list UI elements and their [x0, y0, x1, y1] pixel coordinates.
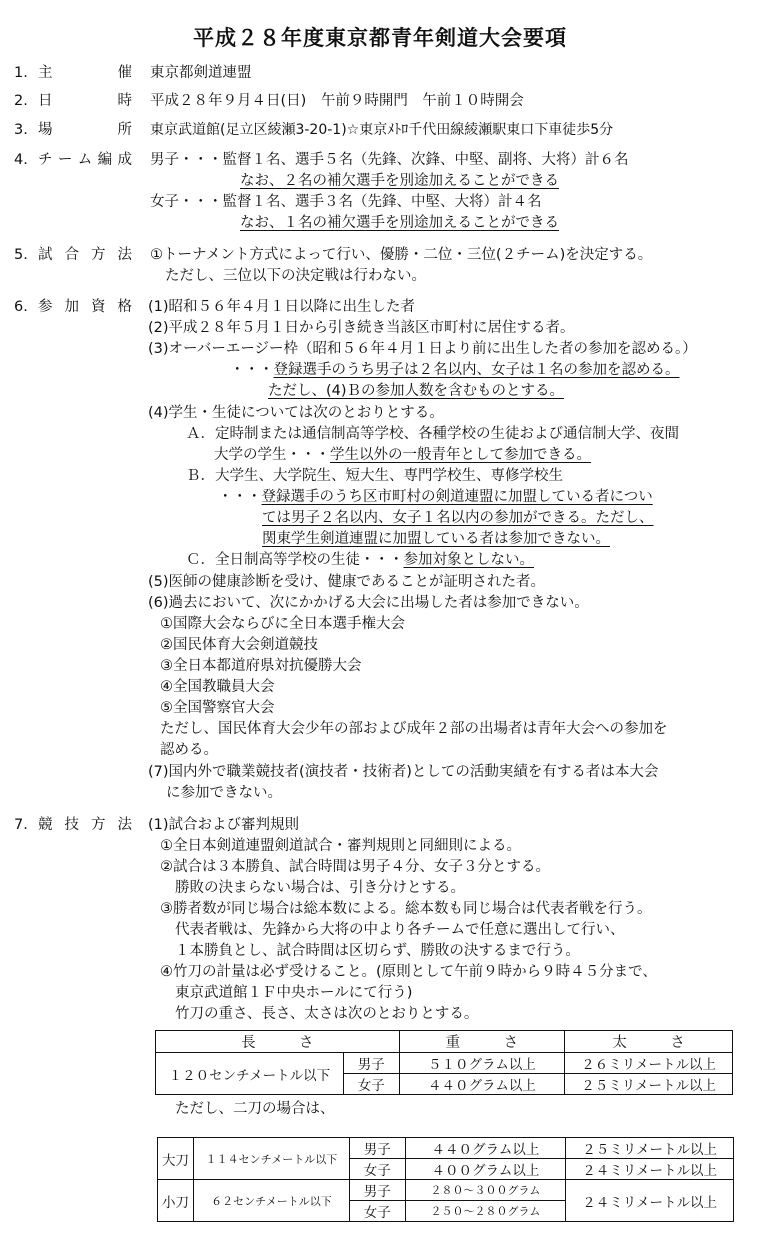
weight-cell: ４４０グラム以上 [405, 1138, 566, 1159]
excluded-tournament: ③全日本都道府県対抗優勝大会 [160, 658, 362, 674]
section-label-team: チ ー ム 編 成 [38, 152, 132, 168]
nitou-spec-table [157, 1137, 734, 1222]
rules-item-cont: 竹刀の重さ、長さ、太さは次のとおりとする。 [175, 1006, 479, 1022]
eligibility-4b-line2: ・・・登録選手のうち区市町村の剣道連盟に加盟している者につい [218, 489, 653, 505]
rules-item-cont: １本勝負とし、試合時間は区切らず、勝敗の決するまで行う。 [175, 943, 580, 959]
weight-cell: ４４０グラム以上 [399, 1074, 565, 1095]
table-row [156, 1053, 733, 1074]
table-row [158, 1138, 734, 1159]
eligibility-2: (2)平成２８年５月１日から引き続き当該区市町村に居住する者。 [148, 320, 575, 336]
eligibility-3b: ただし、(4)Ｂの参加人数を含むものとする。 [268, 383, 565, 399]
sex-cell: 男子 [349, 1138, 405, 1159]
table-row [158, 1180, 734, 1201]
eligibility-6-note-line2: 認める。 [160, 742, 218, 758]
section-number: 4. [14, 152, 28, 168]
section-label-eligibility: 参 加 資 格 [38, 299, 132, 315]
eligibility-4b-line1: Ｂ．大学生、大学院生、短大生、専門学校生、専修学校生 [186, 468, 563, 484]
page-title: 平成２８年度東京都青年剣道大会要項 [193, 26, 567, 50]
header-weight: 重 さ [399, 1031, 565, 1053]
section-label-rules: 競 技 方 法 [38, 817, 132, 833]
eligibility-4a-line2: 大学の学生・・・学生以外の一般青年として参加できる。 [214, 447, 591, 463]
section-number: 1. [14, 65, 28, 81]
thickness-cell: ２５ミリメートル以上 [565, 1074, 733, 1095]
rules-1: (1)試合および審判規則 [148, 817, 300, 833]
rules-item-cont: 東京武道館１Ｆ中央ホールにて行う) [175, 985, 413, 1001]
shinai-spec-table [155, 1030, 733, 1095]
excluded-tournament: ①国際大会ならびに全日本選手権大会 [160, 616, 405, 632]
header-thickness: 太 さ [565, 1031, 733, 1053]
date-value: 平成２８年９月４日(日) 午前９時開門 午前１０時開会 [150, 93, 524, 109]
rules-item-cont: 勝敗の決まらない場合は、引き分けとする。 [175, 880, 465, 896]
eligibility-5: (5)医師の健康診断を受け、健康であることが証明された者。 [148, 574, 545, 590]
header-length: 長 さ [156, 1031, 400, 1053]
section-number: 2. [14, 93, 28, 109]
thickness-cell: ２６ミリメートル以上 [565, 1053, 733, 1074]
section-number: 7. [14, 817, 28, 833]
rules-item: ③勝者数が同じ場合は総本数による。総本数も同じ場合は代表者戦を行う。 [160, 901, 652, 917]
shoto-thickness: ２４ミリメートル以上 [566, 1180, 734, 1222]
weight-cell: ２５０～２８０グラム [405, 1201, 566, 1222]
shoto-label: 小刀 [158, 1180, 194, 1222]
eligibility-3: (3)オーバーエージー枠（昭和５６年４月１日より前に出生した者の参加を認める。） [148, 341, 697, 357]
section-label-venue: 場 所 [38, 122, 132, 138]
eligibility-4c: Ｃ．全日制高等学校の生徒・・・参加対象としない。 [186, 552, 534, 568]
eligibility-4a-line1: Ａ．定時制または通信制高等学校、各種学校の生徒および通信制大学、夜間 [186, 426, 679, 442]
team-men-note: なお、２名の補欠選手を別途加えることができる [240, 173, 559, 189]
sex-cell: 女子 [349, 1159, 405, 1180]
section-number: 5. [14, 247, 28, 263]
sex-cell: 男子 [343, 1053, 399, 1074]
method-line1: ①トーナメント方式によって行い、優勝・二位・三位(２チーム)を決定する。 [150, 247, 653, 263]
excluded-tournament: ④全国教職員大会 [160, 679, 275, 695]
rules-item: ②試合は３本勝負、試合時間は男子４分、女子３分とする。 [160, 859, 550, 875]
daito-label: 大刀 [158, 1138, 194, 1180]
eligibility-4b-line4: 関東学生剣道連盟に加盟している者は参加できない。 [262, 531, 610, 547]
weight-cell: ５１０グラム以上 [399, 1053, 565, 1074]
section-number: 6. [14, 299, 28, 315]
weight-cell: ４００グラム以上 [405, 1159, 566, 1180]
eligibility-6: (6)過去において、次にかかげる大会に出場した者は参加できない。 [148, 595, 589, 611]
eligibility-7-line1: (7)国内外で職業競技者(演技者・技術者)としての活動実績を有する者は本大会 [148, 764, 659, 780]
section-number: 3. [14, 122, 28, 138]
sex-cell: 女子 [343, 1074, 399, 1095]
section-label-date: 日 時 [38, 93, 132, 109]
weight-cell: ２８０～３００グラム [405, 1180, 566, 1201]
team-men: 男子・・・監督１名、選手５名（先鋒、次鋒、中堅、副将、大将）計６名 [150, 152, 629, 168]
sex-cell: 男子 [349, 1180, 405, 1201]
excluded-tournament: ⑤全国警察官大会 [160, 700, 275, 716]
excluded-tournament: ②国民体育大会剣道競技 [160, 637, 318, 653]
eligibility-4b-line3: ては男子２名以内、女子１名以内の参加ができる。ただし、 [262, 510, 654, 526]
thickness-cell: ２４ミリメートル以上 [566, 1159, 734, 1180]
method-line2: ただし、三位以下の決定戦は行わない。 [165, 268, 426, 284]
rules-item: ④竹刀の計量は必ず受けること。(原則として午前９時から９時４５分まで、 [160, 964, 657, 980]
rules-item: ①全日本剣道連盟剣道試合・審判規則と同細則による。 [160, 838, 521, 854]
table-header-row [156, 1031, 733, 1053]
eligibility-1: (1)昭和５６年４月１日以降に出生した者 [148, 299, 416, 315]
section-label-organizer: 主 催 [38, 65, 132, 81]
shoto-length: ６２センチメートル以下 [194, 1180, 350, 1222]
eligibility-7-line2: に参加できない。 [166, 785, 282, 801]
nitou-note: ただし、二刀の場合は、 [175, 1101, 335, 1117]
team-women-note: なお、１名の補欠選手を別途加えることができる [240, 215, 559, 231]
thickness-cell: ２５ミリメートル以上 [566, 1138, 734, 1159]
team-women: 女子・・・監督１名、選手３名（先鋒、中堅、大将）計４名 [150, 194, 542, 210]
eligibility-6-note-line1: ただし、国民体育大会少年の部および成年２部の出場者は青年大会への参加を [160, 721, 668, 737]
length-cell: １２０センチメートル以下 [156, 1053, 344, 1095]
section-label-method: 試 合 方 法 [38, 247, 132, 263]
daito-length: １１４センチメートル以下 [194, 1138, 350, 1180]
sex-cell: 女子 [349, 1201, 405, 1222]
organizer-value: 東京都剣道連盟 [150, 65, 252, 81]
venue-value: 東京武道館(足立区綾瀬3-20-1)☆東京ﾒﾄﾛ千代田線綾瀬駅東口下車徒歩5分 [150, 122, 614, 138]
rules-item-cont: 代表者戦は、先鋒から大将の中より各チームで任意に選出して行い、 [175, 922, 625, 938]
eligibility-4: (4)学生・生徒については次のとおりとする。 [148, 405, 444, 421]
eligibility-3a: ・・・登録選手のうち男子は２名以内、女子は１名の参加を認める。 [230, 362, 680, 378]
